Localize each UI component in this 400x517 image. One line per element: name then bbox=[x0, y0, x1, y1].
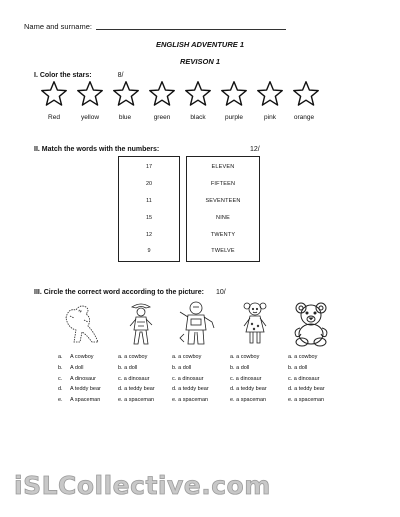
number-item[interactable]: 17 bbox=[145, 164, 153, 170]
number-item[interactable]: 12 bbox=[145, 232, 153, 238]
option-teddy-bear[interactable]: d. a teddy bear bbox=[118, 386, 155, 393]
options-column-5 bbox=[288, 352, 350, 406]
color-label-purple: purple bbox=[224, 114, 244, 121]
words-box bbox=[186, 156, 260, 262]
option-spaceman[interactable]: e. a spaceman bbox=[288, 397, 325, 404]
option-cowboy[interactable]: a. A cowboy bbox=[58, 354, 94, 360]
option-dinosaur[interactable]: c. a dinosaur bbox=[172, 375, 204, 382]
color-label-black: black bbox=[190, 114, 206, 121]
cowboy-picture-icon bbox=[118, 298, 164, 348]
star-icon[interactable] bbox=[76, 80, 104, 108]
option-dinosaur[interactable]: c. A dinosaur bbox=[58, 375, 96, 382]
option-teddy-bear[interactable]: d. a teddy bear bbox=[288, 386, 325, 393]
number-item[interactable]: 20 bbox=[145, 181, 153, 187]
option-cowboy[interactable]: a. a cowboy bbox=[172, 354, 202, 360]
name-blank[interactable] bbox=[96, 29, 286, 30]
star-icon[interactable] bbox=[184, 80, 212, 108]
number-item[interactable]: 11 bbox=[146, 198, 152, 204]
options-column-3 bbox=[172, 352, 234, 406]
spaceman-picture-icon bbox=[174, 298, 220, 348]
option-spaceman[interactable]: e. a spaceman bbox=[230, 397, 267, 404]
color-label-orange: orange bbox=[293, 114, 315, 121]
star-icon[interactable] bbox=[40, 80, 68, 108]
option-doll[interactable]: b. a doll bbox=[230, 364, 250, 371]
option-teddy-bear[interactable]: d. a teddy bear bbox=[230, 386, 267, 393]
option-doll[interactable]: b. a doll bbox=[118, 364, 138, 371]
worksheet-title: ENGLISH ADVENTURE 1 bbox=[155, 40, 245, 49]
option-teddy-bear[interactable]: d. a teddy bear bbox=[172, 386, 209, 393]
section-2-heading: II. Match the words with the numbers: 12/ bbox=[34, 146, 260, 153]
star-icon[interactable] bbox=[112, 80, 140, 108]
option-cowboy[interactable]: a. a cowboy bbox=[118, 354, 148, 360]
word-item[interactable]: NINE bbox=[216, 215, 230, 221]
teddy-bear-picture-icon bbox=[288, 298, 334, 348]
option-cowboy[interactable]: a. a cowboy bbox=[288, 354, 318, 360]
star-icon[interactable] bbox=[220, 80, 248, 108]
option-dinosaur[interactable]: c. a dinosaur bbox=[118, 375, 150, 382]
option-doll[interactable]: b. a doll bbox=[172, 364, 192, 371]
option-dinosaur[interactable]: c. a dinosaur bbox=[288, 375, 320, 382]
section-1-heading: I. Color the stars: 8/ bbox=[34, 72, 124, 79]
option-doll[interactable]: b. a doll bbox=[288, 364, 308, 371]
options-column-2 bbox=[118, 352, 180, 406]
color-label-blue: blue bbox=[118, 114, 132, 121]
doll-picture-icon bbox=[232, 298, 278, 348]
numbers-box bbox=[118, 156, 180, 262]
dinosaur-picture-icon bbox=[58, 298, 104, 348]
star-icon[interactable] bbox=[256, 80, 284, 108]
option-spaceman[interactable]: e. A spaceman bbox=[58, 397, 101, 404]
option-doll[interactable]: b. A doll bbox=[58, 364, 84, 371]
color-label-red: Red bbox=[48, 114, 60, 121]
word-item[interactable]: ELEVEN bbox=[211, 164, 235, 170]
word-item[interactable]: TWENTY bbox=[210, 232, 236, 238]
options-column-4 bbox=[230, 352, 292, 406]
option-teddy-bear[interactable]: d. A teddy bear bbox=[58, 386, 101, 393]
stars-row bbox=[34, 80, 324, 110]
section-3-score: 10/ bbox=[215, 289, 226, 296]
option-dinosaur[interactable]: c. a dinosaur bbox=[230, 375, 262, 382]
name-label: Name and surname: bbox=[24, 22, 92, 31]
color-label-green: green bbox=[153, 114, 171, 121]
section-3-heading: III. Circle the correct word according to the picture: 10/ bbox=[34, 289, 226, 296]
color-label-yellow: yellow bbox=[80, 114, 100, 121]
name-and-surname-line bbox=[24, 22, 286, 31]
number-item[interactable]: 15 bbox=[145, 215, 153, 221]
worksheet-subtitle: REVISON 1 bbox=[179, 57, 220, 66]
option-cowboy[interactable]: a. a cowboy bbox=[230, 354, 260, 360]
color-label-pink: pink bbox=[264, 114, 276, 121]
word-item[interactable]: TWELVE bbox=[211, 248, 235, 254]
section-2-score: 12/ bbox=[250, 146, 260, 153]
section-1-score: 8/ bbox=[117, 72, 124, 79]
word-item[interactable]: FIFTEEN bbox=[210, 181, 236, 187]
islcollective-watermark: iSLCollective.com bbox=[14, 471, 271, 500]
star-icon[interactable] bbox=[148, 80, 176, 108]
options-column-1 bbox=[58, 352, 120, 406]
option-spaceman[interactable]: e. a spaceman bbox=[172, 397, 209, 404]
number-item[interactable]: 9 bbox=[147, 248, 151, 254]
star-icon[interactable] bbox=[292, 80, 320, 108]
option-spaceman[interactable]: e. a spaceman bbox=[118, 397, 155, 404]
word-item[interactable]: SEVENTEEN bbox=[205, 198, 241, 204]
